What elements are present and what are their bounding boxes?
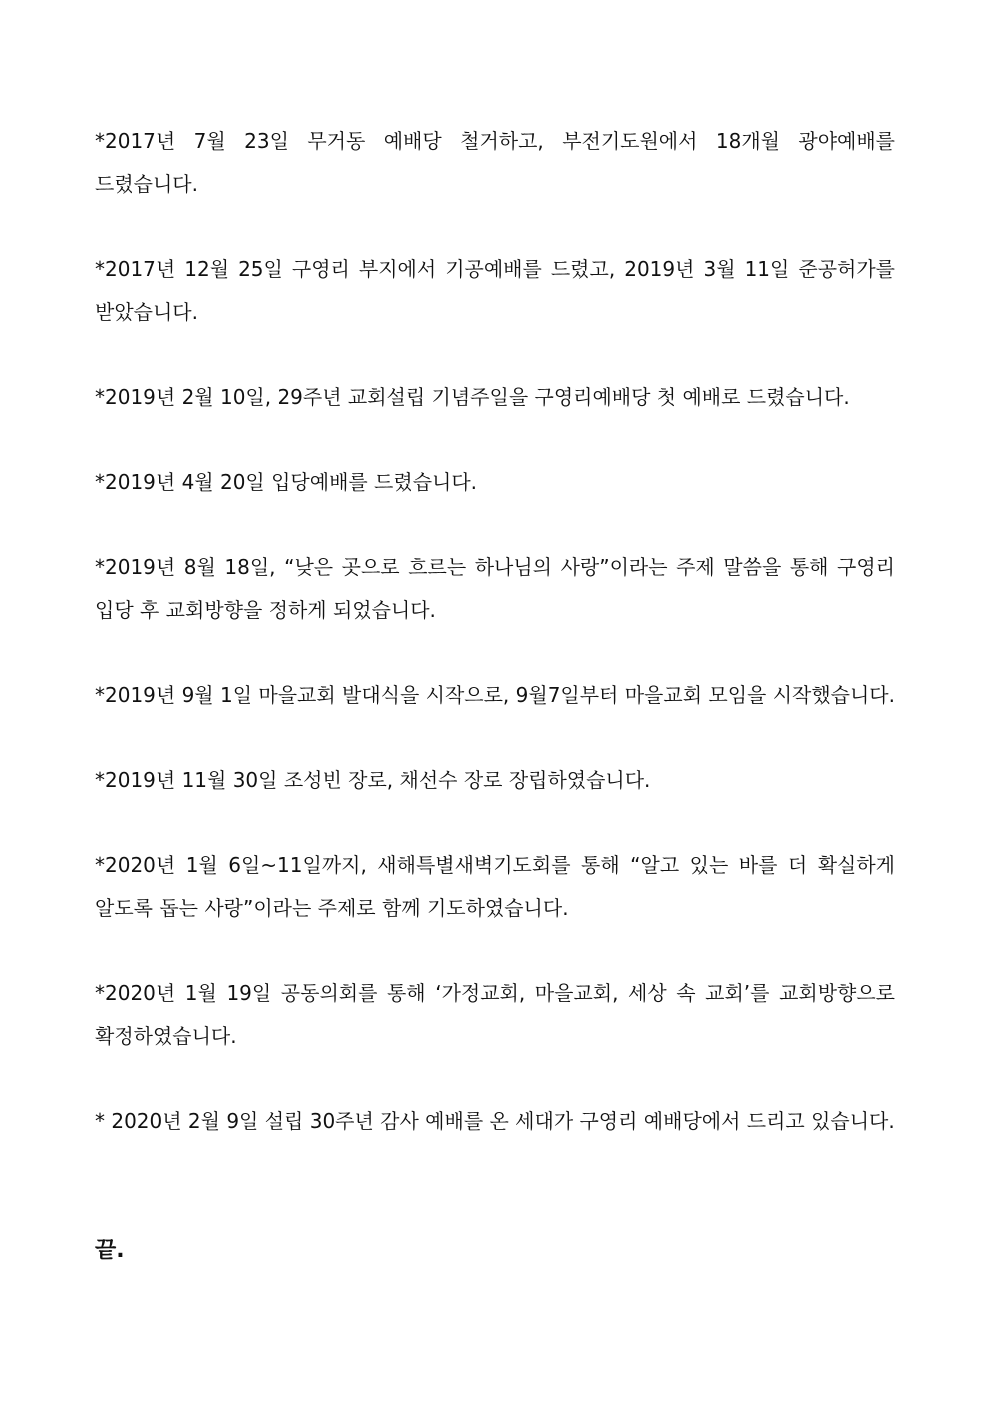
history-entry-4: *2019년 4월 20일 입당예배를 드렸습니다. [95, 470, 478, 494]
history-entry-9: *2020년 1월 19일 공동의회를 통해 ‘가정교회, 마을교회, 세상 속 교회’를 교회방향으로 확정하였습니다. [95, 981, 895, 1048]
history-entry-1: *2017년 7월 23일 무거동 예배당 철거하고, 부전기도원에서 18개월 광야예배를 드렸습니다. [95, 129, 895, 196]
history-entry-7: *2019년 11월 30일 조성빈 장로, 채선수 장로 장립하였습니다. [95, 768, 651, 792]
history-entries [95, 120, 895, 1185]
history-entry-2: *2017년 12월 25일 구영리 부지에서 기공예배를 드렸고, 2019년 3월 11일 준공허가를 받았습니다. [95, 257, 895, 324]
history-entry-3: *2019년 2월 10일, 29주년 교회설립 기념주일을 구영리예배당 첫 예배로 드렸습니다. [95, 385, 850, 409]
end-mark: 끝. [95, 1238, 125, 1263]
history-entry-6: *2019년 9월 1일 마을교회 발대식을 시작으로, 9월7일부터 마을교회 모임을 시작했습니다. [95, 683, 895, 707]
history-entry-10: * 2020년 2월 9일 설립 30주년 감사 예배를 온 세대가 구영리 예배당에서 드리고 있습니다. [95, 1109, 895, 1133]
history-entry-8: *2020년 1월 6일~11일까지, 새해특별새벽기도회를 통해 “알고 있는 바를 더 확실하게 알도록 돕는 사랑”이라는 주제로 함께 기도하였습니다. [95, 853, 895, 920]
history-entry-5: *2019년 8월 18일, “낮은 곳으로 흐르는 하나님의 사랑”이라는 주제 말씀을 통해 구영리 입당 후 교회방향을 정하게 되었습니다. [95, 555, 895, 622]
